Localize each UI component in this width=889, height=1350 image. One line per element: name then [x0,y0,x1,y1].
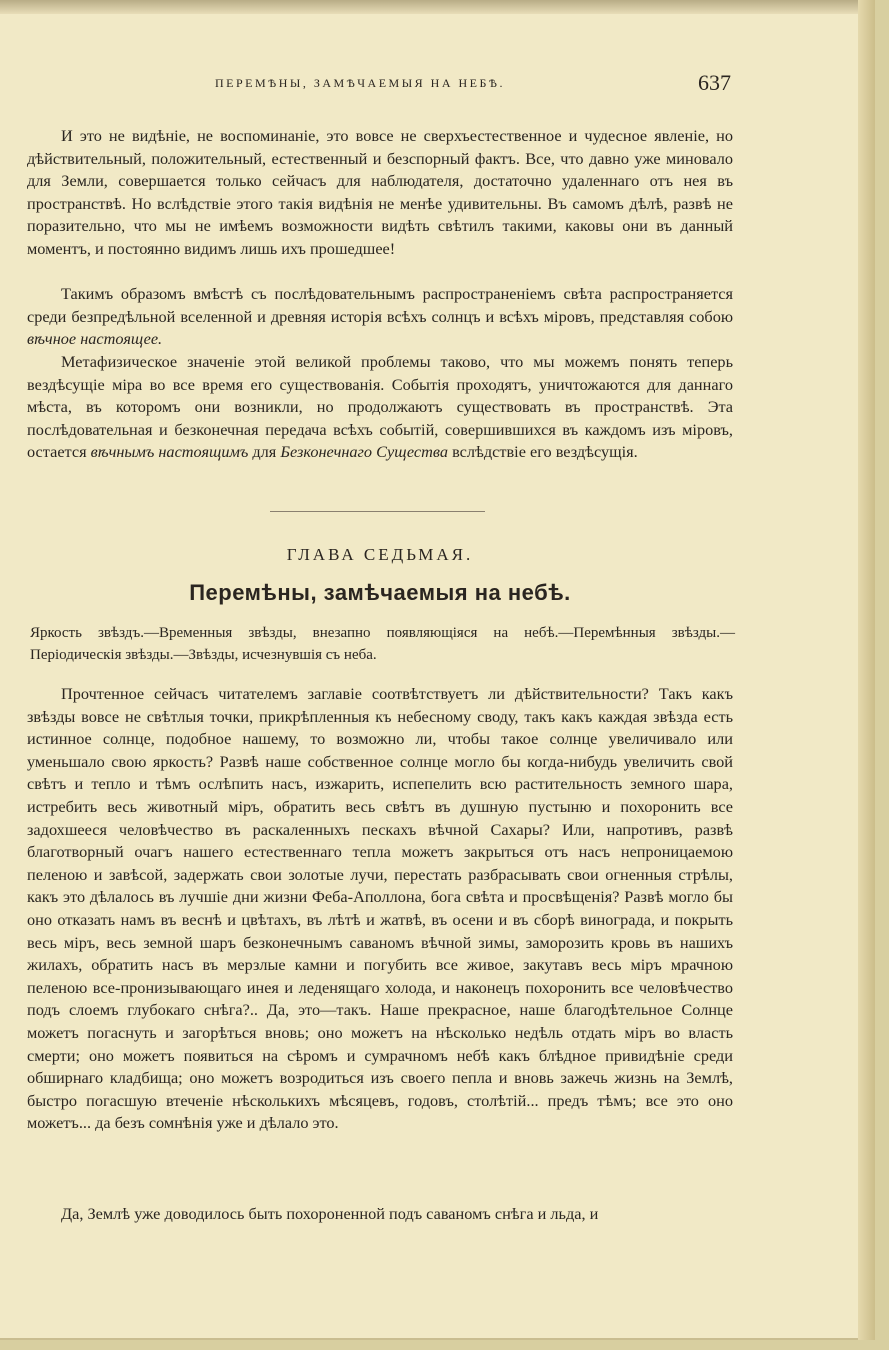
intro-paragraph-2-italic: вѣчное настоящее. [27,329,163,349]
running-header: ПЕРЕМѢНЫ, ЗАМѢЧАЕМЫЯ НА НЕБѢ. [215,76,505,90]
chapter-title: Перемѣны, замѣчаемыя на небѣ. [189,580,571,605]
intro-paragraph-3-mid: для [248,442,281,462]
body-paragraph-2: Да, Землѣ уже доводилось быть похороненной подъ саваномъ снѣга и льда, и [61,1204,599,1223]
intro-paragraph-3-italic-2: Безконечнаго Существа [280,442,448,462]
intro-paragraph-3 [27,351,733,464]
intro-paragraph-3-end: вслѣдствіе его вездѣсущія. [448,442,638,462]
intro-paragraph-1: И это не видѣніе, не воспоминаніе, это вовсе не сверхъестественное и чудесное явленіе, но дѣйствительный, положительный, естественный и безспорный фактъ. Все, что давно уже миновало для Земли, совершается только сейчасъ для наблюдателя, достаточно удаленнаго отъ нея въ пространствѣ. Но вслѣдствіе этого такія видѣнія не менѣе удивительны. Въ самомъ дѣлѣ, развѣ не поразительно, что мы не имѣемъ возможности видѣть свѣтилъ такими, каковы они въ данный моментъ, и постоянно видимъ лишь ихъ прошедшее! [27,126,733,258]
body-paragraph-1: Прочтенное сейчасъ читателемъ заглавіе соотвѣтствуетъ ли дѣйствительности? Такъ какъ звѣзды вовсе не свѣтлыя точки, прикрѣпленныя къ небесному своду, такъ какъ каждая звѣзда есть истинное солнце, подобное нашему, то возможно ли, чтобы такое солнце увеличивало или уменьшало свою яркость? Развѣ наше собственное солнце могло бы когда-нибудь увеличить свой свѣтъ и тепло и тѣмъ ослѣпить насъ, изжарить, испепелить всю растительность земного шара, истребить весь животный міръ, обратить весь свѣтъ въ душную пустыню и похоронить все задохшееся человѣчество въ раскаленныхъ пескахъ вѣчной Сахары? Или, напротивъ, развѣ благотворный очагъ нашего естественнаго тепла можетъ закрыться отъ насъ непроницаемою пеленою и завѣсой, задержать свои золотые лучи, перестать разбрасывать свои огненныя стрѣлы, какъ это дѣлалось въ лучшіе дни жизни Феба-Аполлона, бога свѣта и просвѣщенія? Развѣ могло бы оно отказать намъ въ веснѣ и цвѣтахъ, въ лѣтѣ и жатвѣ, въ осени и въ сборѣ винограда, и покрыть весь міръ, весь земной шаръ безконечнымъ саваномъ вѣчной зимы, заморозить кровь въ нашихъ жилахъ, обратить насъ въ мерзлые камни и погубить все живое, закутавъ весь міръ мрачною пеленою все-пронизывающаго инея и леденящаго холода, и наконецъ похоронить все человѣчество подъ слоемъ глубокаго снѣга?.. Да, это—такъ. Наше прекрасное, наше благодѣтельное Солнце можетъ погаснуть и загорѣться вновь; оно можетъ на нѣсколько недѣль отдать міръ во власть смерти; оно можетъ появиться на сѣромъ и сумрачномъ небѣ какъ блѣдное привидѣніе среди обширнаго кладбища; оно можетъ возродиться изъ своего пепла и вновь зажечь жизнь на Землѣ, быстро погасшую втеченіе нѣсколькихъ мѣсяцевъ, годовъ, столѣтій... предъ тѣмъ; все это оно можетъ... да безъ сомнѣнія уже и дѣлало это. [27,684,733,1133]
intro-paragraph-2-text: Такимъ образомъ вмѣстѣ съ послѣдовательнымъ распространеніемъ свѣта распространяется среди безпредѣльной вселенной и древняя исторія всѣхъ солнцъ и всѣхъ міровъ, представляя собою [27,284,733,326]
page-spine-shadow [858,0,875,1340]
intro-paragraph-3-text: Метафизическое значеніе этой великой проблемы таково, что мы можемъ понять теперь вездѣсущіе міра во все время его существованія. Событія проходятъ, уничтожаются для даннаго мѣста, въ которомъ они возникли, но продолжаютъ существовать въ пространствѣ. Эта послѣдовательная и безконечная передача всѣхъ событій, совершившихся въ каждомъ изъ міровъ, остается [27,352,733,462]
chapter-summary: Яркость звѣздъ.—Временныя звѣзды, внезапно появляющіяся на небѣ.—Перемѣнныя звѣзды.—Періодическія звѣзды.—Звѣзды, исчезнувшія съ неба. [30,625,735,663]
chapter-label: ГЛАВА СЕДЬМАЯ. [286,545,474,564]
page-top-edge [0,0,875,14]
section-divider [270,511,485,512]
intro-paragraph-2 [27,283,733,351]
intro-paragraph-3-italic-1: вѣчнымъ настоящимъ [90,442,249,462]
page-number: 637 [698,70,731,95]
